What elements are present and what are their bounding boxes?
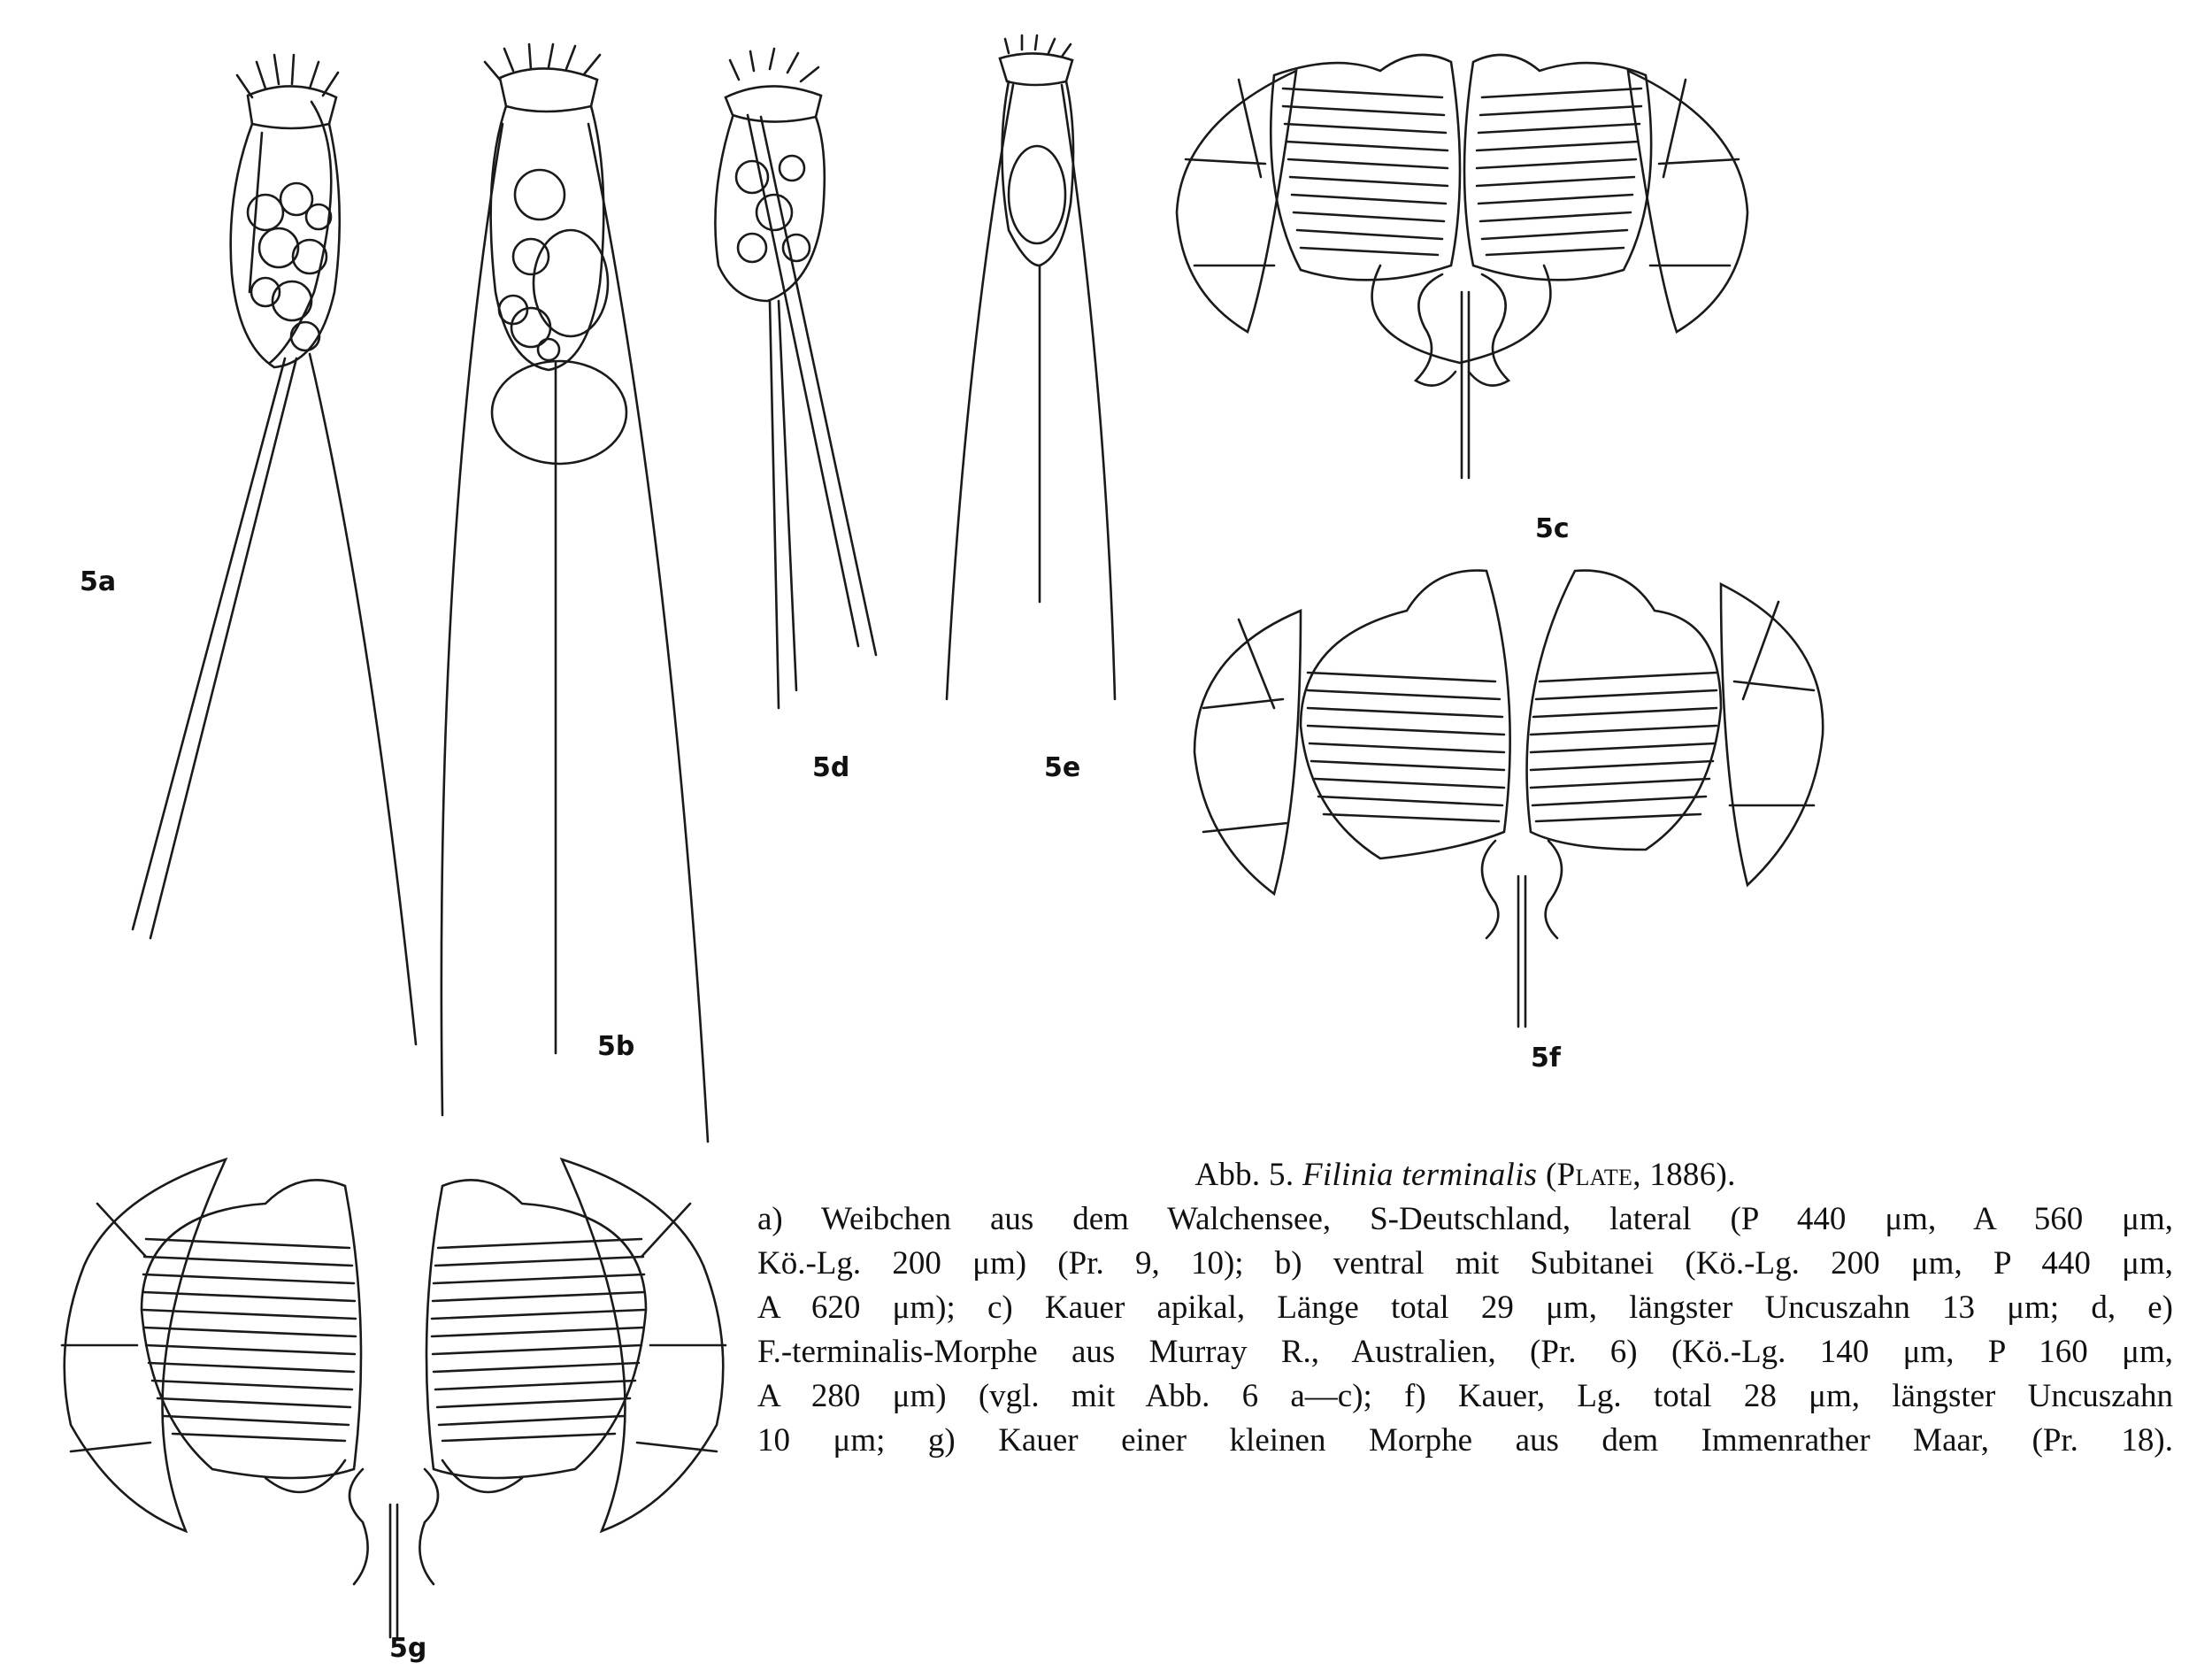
drawing-5e-morph bbox=[947, 35, 1115, 699]
drawing-5f-trophi bbox=[1194, 571, 1823, 1027]
panel-label-5g: 5g bbox=[389, 1633, 427, 1664]
drawing-5b-ventral-female bbox=[442, 44, 708, 1142]
panel-label-5b: 5b bbox=[597, 1031, 635, 1062]
caption-line: Kö.-Lg. 200 μm) (Pr. 9, 10); b) ventral mit Subitanei (Kö.-Lg. 200 μm, P 440 μm, bbox=[757, 1245, 2173, 1282]
caption-title-prefix: Abb. 5. bbox=[1194, 1157, 1294, 1193]
caption-body bbox=[757, 1197, 2173, 1463]
caption-line: A 620 μm); c) Kauer apikal, Länge total 29 μm, längster Uncuszahn 13 μm; d, e) bbox=[757, 1289, 2173, 1326]
caption-line: 10 μm; g) Kauer einer kleinen Morphe aus dem Immenrather Maar, (Pr. 18). bbox=[757, 1422, 2173, 1459]
caption-species-name: Filinia terminalis bbox=[1302, 1157, 1538, 1193]
drawing-5g-trophi bbox=[62, 1159, 726, 1637]
caption-line: F.-terminalis-Morphe aus Murray R., Australien, (Pr. 6) (Kö.-Lg. 140 μm, P 160 μm, bbox=[757, 1334, 2173, 1370]
caption-line: a) Weibchen aus dem Walchensee, S-Deutschland, lateral (P 440 μm, A 560 μm, bbox=[757, 1201, 2173, 1237]
drawing-5d-morph bbox=[715, 49, 876, 708]
panel-label-5a: 5a bbox=[80, 566, 117, 597]
caption-line: A 280 μm) (vgl. mit Abb. 6 a—c); f) Kauer, Lg. total 28 μm, längster Uncuszahn bbox=[757, 1378, 2173, 1414]
caption-author: (Plate, 1886). bbox=[1545, 1157, 1736, 1193]
figure-caption bbox=[757, 1156, 2173, 1463]
panel-label-5f: 5f bbox=[1531, 1043, 1561, 1074]
drawing-5c-trophi bbox=[1177, 55, 1747, 478]
panel-label-5d: 5d bbox=[812, 752, 850, 783]
panel-label-5e: 5e bbox=[1044, 752, 1081, 783]
caption-title bbox=[757, 1156, 2173, 1194]
panel-label-5c: 5c bbox=[1535, 513, 1570, 544]
drawing-5a-lateral-female bbox=[133, 55, 416, 1044]
